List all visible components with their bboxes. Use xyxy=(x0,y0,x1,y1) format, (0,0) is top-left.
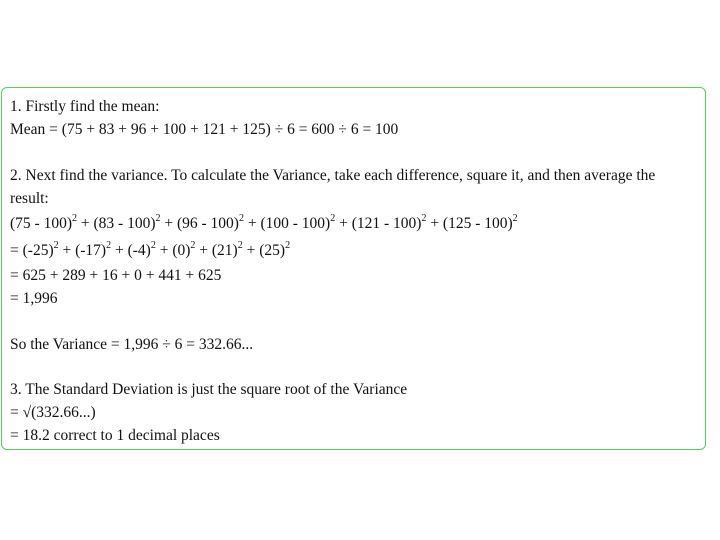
diff-term: + (125 - 100) xyxy=(426,215,513,232)
exponent: 2 xyxy=(237,239,243,251)
squared-values-expression xyxy=(10,241,290,261)
mean-calculation: Mean = (75 + 83 + 96 + 100 + 121 + 125) ÷ 6 = 600 ÷ 6 = 100 xyxy=(10,121,399,138)
diff-term: + (96 - 100) xyxy=(160,215,239,232)
exponent: 2 xyxy=(53,239,59,251)
step3-heading: 3. The Standard Deviation is just the square root of the Variance xyxy=(10,381,408,398)
exponent: 2 xyxy=(421,212,427,224)
blank-top-area xyxy=(0,0,720,80)
solution-panel xyxy=(1,87,706,450)
squared-differences-expression xyxy=(10,214,518,234)
exponent: 2 xyxy=(72,212,77,224)
sq-term: + (-4) xyxy=(111,242,151,259)
sq-term: = (-25) xyxy=(10,242,54,259)
sum-total: = 1,996 xyxy=(10,290,58,307)
diff-term: + (100 - 100) xyxy=(243,215,331,232)
step2-heading-line2: result: xyxy=(10,190,49,207)
sum-of-squares: = 625 + 289 + 16 + 0 + 441 + 625 xyxy=(10,267,222,284)
standard-deviation-result: = 18.2 correct to 1 decimal places xyxy=(10,427,220,444)
exponent: 2 xyxy=(106,239,112,251)
sq-term: + (25) xyxy=(242,242,286,259)
exponent: 2 xyxy=(155,212,161,224)
sq-term: + (21) xyxy=(195,242,238,259)
variance-result: So the Variance = 1,996 ÷ 6 = 332.66... xyxy=(10,336,254,353)
diff-term: (75 - 100) xyxy=(10,215,72,232)
sq-term: + (0) xyxy=(155,242,191,259)
exponent: 2 xyxy=(512,212,518,224)
exponent: 2 xyxy=(150,239,156,251)
exponent: 2 xyxy=(190,239,196,251)
step1-heading: 1. Firstly find the mean: xyxy=(10,98,160,115)
diff-term: + (83 - 100) xyxy=(77,215,156,232)
sq-term: + (-17) xyxy=(58,242,107,259)
square-root-expression: = √(332.66...) xyxy=(10,404,96,421)
exponent: 2 xyxy=(238,212,244,224)
step2-heading-line1: 2. Next find the variance. To calculate the Variance, take each difference, square it, and then average the xyxy=(10,167,656,184)
exponent: 2 xyxy=(330,212,336,224)
diff-term: + (121 - 100) xyxy=(335,215,422,232)
exponent: 2 xyxy=(285,239,291,251)
